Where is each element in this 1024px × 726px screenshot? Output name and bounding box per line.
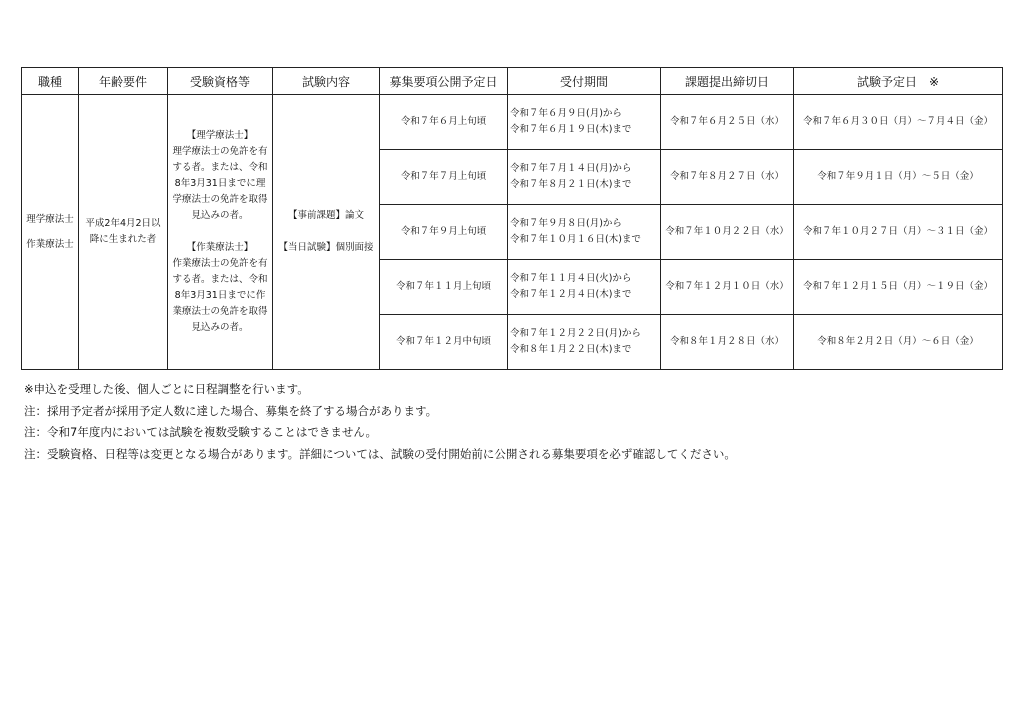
exam-cell: 令和７年６月３０日（月）～７月４日（金） [794,95,1003,150]
qualification-pt-line: 見込みの者。 [191,210,249,221]
reception-cell [508,150,661,205]
notes-section [24,379,1004,465]
reception-to: 令和７年１０月１６日(木)まで [510,234,641,245]
occupation-ot: 作業療法士 [26,238,74,250]
qualification-pt-line: する者。または、令和 [172,162,268,173]
reception-to: 令和７年１２月４日(木)まで [510,289,632,300]
note-item: 注：令和7年度内においては試験を複数受験することはできません。 [24,425,378,439]
reception-cell [508,205,661,260]
age-line-2: 降に生まれた者 [89,234,157,245]
reception-from: 令和７年９月８日(月)から [510,218,622,229]
publish-cell: 令和７年１１月上旬頃 [380,260,508,315]
age-line-1: 平成2年4月2日以 [85,218,161,229]
header-row [22,68,1003,95]
qualification-pt-title: 【理学療法士】 [186,130,254,141]
reception-from: 令和７年６月９日(月)から [510,108,622,119]
deadline-cell: 令和８年１月２８日（水） [661,315,794,370]
note-item: 注：受験資格、日程等は変更となる場合があります。詳細については、試験の受付開始前に公開される募集要項を必ず確認してください。 [24,446,736,461]
header-age: 年齢要件 [79,68,168,95]
reception-to: 令和８年１月２２日(木)まで [510,344,632,355]
header-deadline: 課題提出締切日 [661,68,794,95]
header-occupation: 職種 [22,68,79,95]
reception-to: 令和７年６月１９日(木)まで [510,124,632,135]
qualification-ot-line: 8年3月31日までに作 [174,290,266,301]
publish-cell: 令和７年６月上旬頃 [380,95,508,150]
qualification-ot-line: 見込みの者。 [191,322,249,333]
deadline-cell: 令和７年６月２５日（水） [661,95,794,150]
note-item: 注：採用予定者が採用予定人数に達した場合、募集を終了する場合があります。 [24,403,438,418]
deadline-cell: 令和７年８月２７日（水） [661,150,794,205]
qualification-ot-title: 【作業療法士】 [186,242,254,253]
exam-cell: 令和８年２月２日（月）～６日（金） [794,315,1003,370]
age-cell [79,95,168,370]
content-cell [273,95,380,370]
publish-cell: 令和７年７月上旬頃 [380,150,508,205]
reception-cell [508,315,661,370]
occupation-cell [22,95,79,370]
header-exam: 試験予定日 ※ [794,68,1003,95]
reception-cell [508,95,661,150]
content-line-2: 【当日試験】個別面接 [278,242,374,253]
content-line-1: 【事前課題】論文 [287,210,364,221]
exam-cell: 令和７年１２月１５日（月）～１９日（金） [794,260,1003,315]
header-reception: 受付期間 [508,68,661,95]
qualification-ot-line: 作業療法士の免許を有 [172,258,268,269]
header-publish: 募集要項公開予定日 [380,68,508,95]
deadline-cell: 令和７年１０月２２日（水） [661,205,794,260]
schedule-table [21,67,1003,370]
reception-from: 令和７年７月１４日(月)から [510,163,632,174]
publish-cell: 令和７年９月上旬頃 [380,205,508,260]
qualification-ot-line: する者。または、令和 [172,274,268,285]
header-content: 試験内容 [273,68,380,95]
qualification-pt-line: 理学療法士の免許を有 [172,146,268,157]
header-qualification: 受験資格等 [168,68,273,95]
table-row [22,95,1003,150]
deadline-cell: 令和７年１２月１０日（水） [661,260,794,315]
reception-from: 令和７年１２月２２日(月)から [510,328,641,339]
occupation-pt: 理学療法士 [26,213,74,225]
reception-to: 令和７年８月２１日(木)まで [510,179,632,190]
exam-cell: 令和７年１０月２７日（月）～３１日（金） [794,205,1003,260]
qualification-ot-line: 業療法士の免許を取得 [172,306,268,317]
reception-from: 令和７年１１月４日(火)から [510,273,632,284]
reception-cell [508,260,661,315]
note-asterisk: ※申込を受理した後、個人ごとに日程調整を行います。 [24,382,309,396]
qualification-cell [168,95,273,370]
publish-cell: 令和７年１２月中旬頃 [380,315,508,370]
exam-cell: 令和７年９月１日（月）～５日（金） [794,150,1003,205]
qualification-pt-line: 8年3月31日までに理 [174,178,266,189]
qualification-pt-line: 学療法士の免許を取得 [172,194,268,205]
